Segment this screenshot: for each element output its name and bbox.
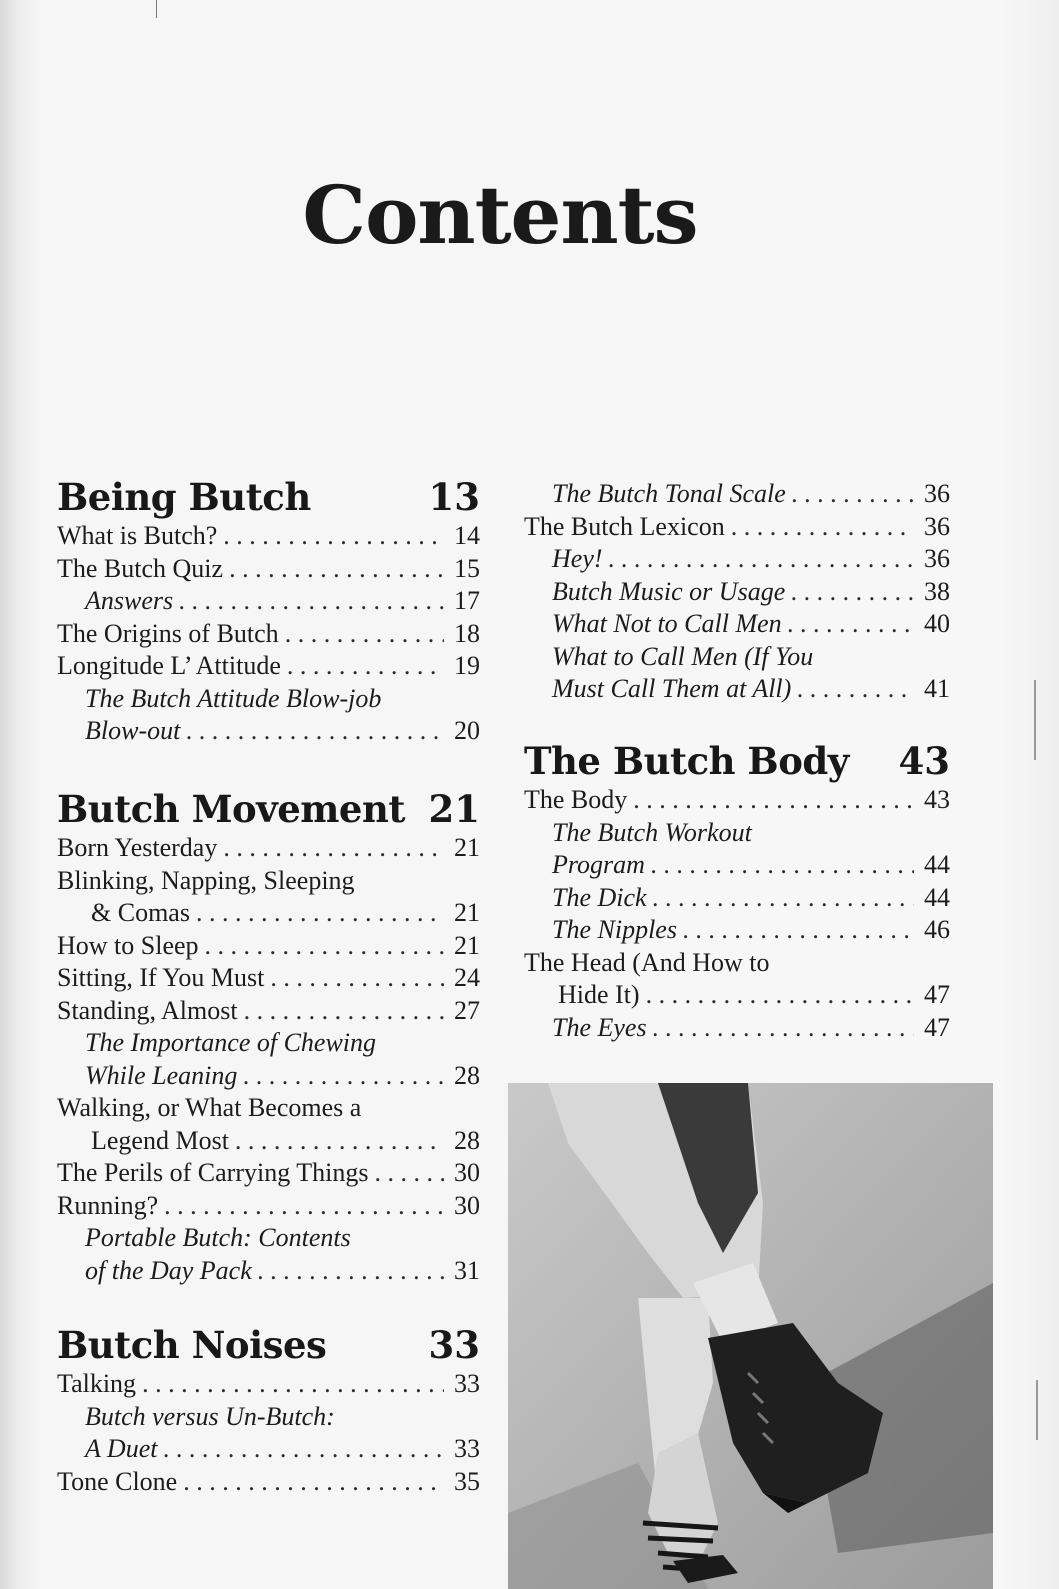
- toc-entry-title: A Duet: [85, 1434, 158, 1463]
- toc-entry-title: The Nipples: [552, 915, 677, 944]
- section-heading: [524, 738, 950, 784]
- toc-entry-title: The Butch Quiz: [57, 553, 224, 583]
- toc-entry-title: The Perils of Carrying Things: [57, 1158, 369, 1187]
- dot-leader: [223, 520, 444, 553]
- dot-leader: [651, 849, 914, 882]
- toc-entry-page: 43: [924, 785, 950, 814]
- dot-leader: [609, 543, 914, 576]
- toc-entry-title: The Dick: [552, 882, 647, 912]
- toc-subentry: [85, 715, 480, 748]
- toc-entry: [57, 930, 480, 963]
- toc-entry-title: The Butch Lexicon: [524, 511, 725, 541]
- dot-leader: [653, 1012, 914, 1045]
- toc-entry: [57, 520, 480, 553]
- dot-leader: [179, 585, 444, 618]
- section-title: Butch Movement: [57, 787, 405, 831]
- toc-entry-page: 30: [454, 1158, 480, 1187]
- section-title: Being Butch: [57, 475, 311, 519]
- toc-entry: [57, 1368, 480, 1401]
- toc-subentry: [85, 683, 480, 716]
- toc-entry-page: 36: [924, 544, 950, 573]
- section-page: 21: [428, 787, 480, 831]
- toc-entry: [57, 553, 480, 586]
- dot-leader: [792, 478, 914, 511]
- toc-subentry: [85, 1222, 480, 1255]
- toc-subentry: [552, 478, 950, 511]
- toc-entry-title: & Comas: [91, 898, 190, 927]
- dot-leader: [285, 618, 444, 651]
- toc-entry-page: 44: [924, 850, 950, 879]
- toc-entry-title: The Origins of Butch: [57, 618, 279, 648]
- dot-leader: [196, 897, 444, 930]
- toc-entry-page: 18: [454, 618, 480, 648]
- section-heading: [57, 1322, 480, 1368]
- dot-leader: [243, 1060, 444, 1093]
- toc-entry-page: 21: [454, 898, 480, 927]
- toc-entry-page: 28: [454, 1125, 480, 1155]
- toc-entry-page: 15: [454, 553, 480, 583]
- dot-leader: [163, 1433, 444, 1466]
- toc-entry-title: Longitude L’ Attitude: [57, 651, 281, 680]
- toc-subentry: [552, 882, 950, 915]
- dot-leader: [791, 576, 914, 609]
- dot-leader: [287, 650, 444, 683]
- toc-entry-title: Born Yesterday: [57, 833, 218, 862]
- toc-entry-page: 33: [454, 1369, 480, 1398]
- toc-entry-title: The Butch Workout: [552, 817, 752, 847]
- dot-leader: [183, 1466, 444, 1499]
- toc-subentry: [552, 576, 950, 609]
- toc-entry-page: 38: [924, 576, 950, 606]
- toc-entry-title: What Not to Call Men: [552, 609, 782, 638]
- toc-entry-page: 21: [454, 833, 480, 862]
- toc-entry-page: 21: [454, 930, 480, 960]
- toc-entry-title: Sitting, If You Must: [57, 963, 265, 992]
- toc-entry: [57, 1466, 480, 1499]
- toc-subentry: [552, 543, 950, 576]
- toc-entry-title: Standing, Almost: [57, 995, 238, 1025]
- toc-entry-page: 36: [924, 511, 950, 541]
- toc-entry: [57, 650, 480, 683]
- toc-subentry: [85, 1255, 480, 1288]
- toc-entry-page: 47: [924, 1012, 950, 1042]
- toc-entry: [57, 1157, 480, 1190]
- toc-entry-page: 36: [924, 479, 950, 508]
- dot-leader: [731, 511, 914, 544]
- toc-entry-title: Must Call Them at All): [552, 674, 792, 703]
- toc-entry-page: 44: [924, 882, 950, 912]
- toc-subentry: [85, 1027, 480, 1060]
- toc-subentry: [552, 849, 950, 882]
- dot-leader: [683, 914, 914, 947]
- toc-subentry: [85, 1433, 480, 1466]
- toc-entry: [57, 1092, 480, 1125]
- toc-entry-title: Running?: [57, 1190, 159, 1220]
- toc-subentry: [85, 585, 480, 618]
- toc-entry: [57, 995, 480, 1028]
- toc-entry-title: What is Butch?: [57, 521, 218, 550]
- dot-leader: [223, 832, 444, 865]
- dot-leader: [788, 608, 914, 641]
- toc-entry-page: 14: [454, 521, 480, 550]
- dot-leader: [142, 1368, 444, 1401]
- section-page: 13: [428, 475, 480, 519]
- toc-entry: [57, 832, 480, 865]
- toc-entry-title: Portable Butch: Contents: [85, 1223, 351, 1252]
- toc-entry: [57, 618, 480, 651]
- toc-entry-title: What to Call Men (If You: [552, 641, 814, 671]
- toc-entry-title: Program: [552, 850, 645, 879]
- toc-entry-title: The Importance of Chewing: [85, 1028, 377, 1057]
- toc-entry-title: How to Sleep: [57, 930, 199, 960]
- toc-entry-title: Blinking, Napping, Sleeping: [57, 865, 355, 895]
- dot-leader: [270, 962, 444, 995]
- section-page: 43: [898, 739, 950, 783]
- toc-entry: [57, 865, 480, 898]
- toc-entry-title: Butch Music or Usage: [552, 576, 786, 606]
- toc-entry-title: Blow-out: [85, 716, 181, 745]
- boots-photo: [508, 1083, 993, 1589]
- page-title: Contents: [302, 168, 698, 262]
- dot-leader: [797, 673, 914, 706]
- toc-entry-title: The Head (And How to: [524, 947, 770, 977]
- dot-leader: [653, 882, 914, 915]
- toc-entry-title: Tone Clone: [57, 1466, 178, 1496]
- toc-entry-title: Hide It): [558, 980, 640, 1009]
- toc-entry-page: 31: [454, 1255, 480, 1285]
- toc-subentry: [552, 817, 950, 850]
- dot-leader: [164, 1190, 444, 1223]
- dot-leader: [186, 715, 444, 748]
- toc-entry: [524, 784, 950, 817]
- toc-entry-page: 30: [454, 1190, 480, 1220]
- section-page: 33: [428, 1323, 480, 1367]
- toc-entry-title: of the Day Pack: [85, 1255, 252, 1285]
- toc-entry-title: Walking, or What Becomes a: [57, 1093, 362, 1122]
- toc-entry: [91, 897, 480, 930]
- toc-entry-title: The Eyes: [552, 1012, 647, 1042]
- toc-entry-title: The Butch Tonal Scale: [552, 479, 786, 508]
- toc-entry-title: Butch versus Un-Butch:: [85, 1401, 335, 1431]
- toc-entry-title: The Body: [524, 785, 628, 814]
- toc-entry-page: 47: [924, 980, 950, 1009]
- scan-edge-line: [1034, 680, 1036, 760]
- toc-entry-page: 28: [454, 1060, 480, 1090]
- toc-entry-title: While Leaning: [85, 1060, 238, 1090]
- scan-edge-line: [1036, 1380, 1038, 1440]
- toc-entry-page: 40: [924, 609, 950, 638]
- toc-entry-title: Answers: [85, 586, 174, 615]
- toc-subentry: [552, 673, 950, 706]
- toc-entry: [558, 979, 950, 1012]
- section-heading: [57, 474, 480, 520]
- toc-entry-page: 35: [454, 1466, 480, 1496]
- toc-entry-title: The Butch Attitude Blow-job: [85, 683, 382, 713]
- toc-entry-page: 17: [454, 586, 480, 615]
- toc-subentry: [552, 914, 950, 947]
- toc-entry-page: 19: [454, 651, 480, 680]
- toc-entry-title: Legend Most: [91, 1125, 229, 1155]
- boots-photo-illustration: [508, 1083, 993, 1589]
- scan-mark: [156, 0, 157, 18]
- toc-entry: [524, 511, 950, 544]
- toc-entry: [57, 962, 480, 995]
- section-heading: [57, 786, 480, 832]
- toc-entry-page: 33: [454, 1434, 480, 1463]
- toc-subentry: [552, 1012, 950, 1045]
- toc-entry: [91, 1125, 480, 1158]
- dot-leader: [646, 979, 914, 1012]
- toc-subentry: [552, 641, 950, 674]
- toc-entry-title: Talking: [57, 1369, 137, 1398]
- toc-entry-page: 41: [924, 674, 950, 703]
- toc-entry-title: Hey!: [552, 544, 603, 573]
- dot-leader: [205, 930, 444, 963]
- toc-subentry: [85, 1060, 480, 1093]
- toc-entry-page: 20: [454, 716, 480, 745]
- dot-leader: [229, 553, 444, 586]
- section-title: Butch Noises: [57, 1323, 327, 1367]
- toc-subentry: [552, 608, 950, 641]
- toc-entry: [524, 947, 950, 980]
- toc-subentry: [85, 1401, 480, 1434]
- toc-entry-page: 46: [924, 915, 950, 944]
- toc-entry-page: 24: [454, 963, 480, 992]
- dot-leader: [258, 1255, 444, 1288]
- dot-leader: [235, 1125, 444, 1158]
- dot-leader: [374, 1157, 444, 1190]
- toc-entry: [57, 1190, 480, 1223]
- dot-leader: [244, 995, 444, 1028]
- section-title: The Butch Body: [524, 739, 849, 783]
- toc-entry-page: 27: [454, 995, 480, 1025]
- dot-leader: [633, 784, 914, 817]
